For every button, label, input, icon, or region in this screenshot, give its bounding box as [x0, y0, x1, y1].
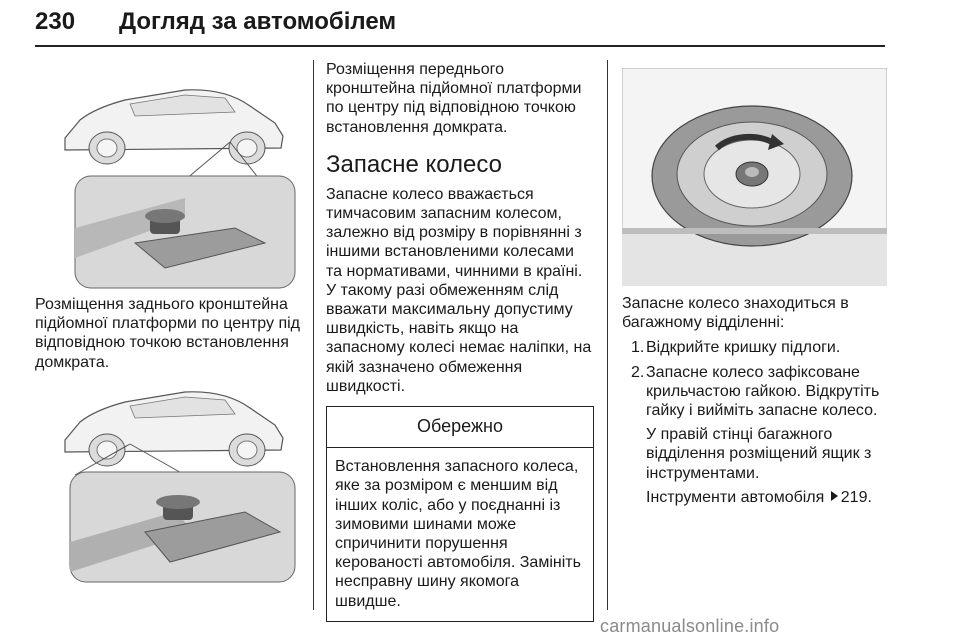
- warning-box: [326, 406, 594, 622]
- rear-bracket-caption: Розміщення заднього кронштейна підйомної платформи по центру під відповідною точкою встановлення домкрата.: [35, 296, 301, 371]
- spare-wheel-illustration: [622, 68, 887, 286]
- tools-reference-text: Інструменти автомобіля: [646, 488, 825, 506]
- header-rule: [35, 45, 885, 47]
- step-text: Запасне колесо зафіксоване крильчастою гайкою. Відкрутіть гайку і вийміть запасне колесо.: [646, 363, 880, 420]
- tools-reference: [622, 488, 887, 507]
- watermark: carmanualsonline.info: [600, 616, 780, 636]
- list-item: [622, 338, 887, 357]
- column-divider-1: [313, 60, 314, 610]
- spare-wheel-description: Запасне колесо вважається тимчасовим запасним колесом, залежно від розміру в порівнянні з іншими встановленими колесами та нормативами, чинними в країні. У такому разі обмеженням слід вважати максимальну допустиму швидкість, навіть якщо на запасному колесі немає наліпки, на якій зазначено обмеження швидкості.: [326, 185, 592, 395]
- rear-lift-bracket-illustration: [35, 68, 297, 290]
- step-number: 1.: [631, 339, 645, 357]
- step-text: Відкрийте кришку підлоги.: [646, 339, 841, 357]
- step-number: 2.: [631, 363, 645, 381]
- tools-page-ref[interactable]: 219.: [840, 488, 872, 506]
- steps-list: [622, 338, 887, 420]
- column-divider-2: [607, 60, 608, 610]
- page-title: Догляд за автомобілем: [119, 8, 397, 35]
- spare-wheel-caption: Запасне колесо знаходиться в багажному відділенні:: [622, 295, 849, 332]
- column-2: [326, 60, 594, 622]
- spare-wheel-location-text: [622, 294, 887, 512]
- warning-text: Встановлення запасного колеса, яке за розміром є меншим від інших коліс, або у поєднанні із зимовими шинами може спричинити порушення керованості автомобіля. Замініть несправну шину якомога швидше.: [335, 458, 581, 610]
- toolbox-note: У правій стінці багажного відділення розміщений ящик з інструментами.: [646, 426, 872, 482]
- page-number: 230: [35, 8, 76, 35]
- front-lift-bracket-illustration: [35, 372, 297, 584]
- list-item: [622, 363, 887, 421]
- triangle-arrow-icon: [831, 491, 838, 501]
- page-header: [35, 6, 885, 46]
- warning-title: Обережно: [327, 407, 593, 448]
- front-bracket-text: Розміщення переднього кронштейна підйомної платформи по центру під відповідною точкою встановлення домкрата.: [326, 61, 582, 136]
- section-heading: Запасне колесо: [326, 150, 503, 178]
